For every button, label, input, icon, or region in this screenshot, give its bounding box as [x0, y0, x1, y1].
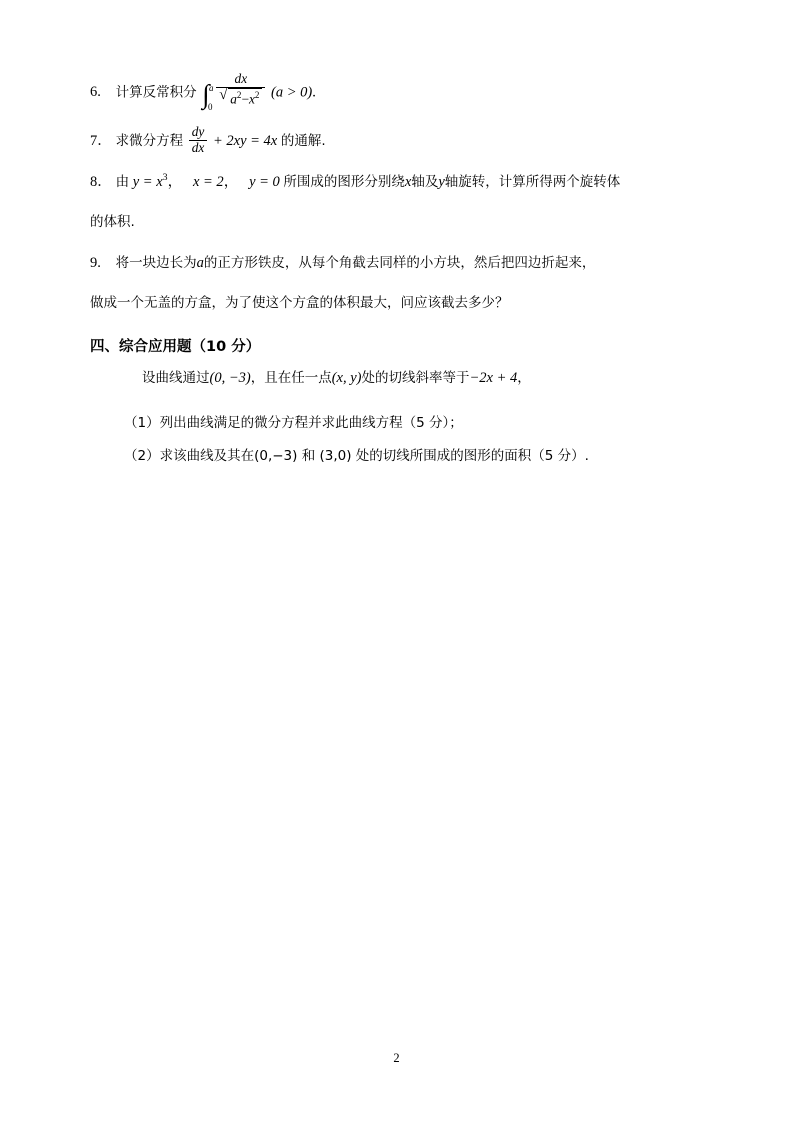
question-8-expr2: x = 2 [192, 174, 224, 191]
question-9-line1-a: 将一块边长为 [115, 254, 197, 271]
sqrt-x: x [248, 91, 255, 107]
question-7-number: 7． [90, 133, 112, 150]
question-8-expr1: y = x [132, 174, 163, 191]
integral-glyph: ∫ [202, 78, 210, 109]
question-6 [90, 72, 703, 113]
page-number: 2 [393, 1051, 400, 1065]
question-8-lead: 由 [115, 174, 130, 191]
sqrt-a: a [230, 91, 237, 107]
question-8-mid2: 轴及 [411, 174, 439, 191]
integrand-denominator [216, 88, 265, 107]
question-8: 8． 由 $y = x^3$， x = 2， y = 0 所围成的图形分别绕x轴及y轴旋转，计算所得两个旋转体 [90, 168, 703, 196]
section-item-1: （1）列出曲线满足的微分方程并求此曲线方程（5 分）； [124, 415, 463, 432]
section-intro-point: (0, −3) [209, 370, 251, 387]
question-9-line1-b: 的正方形铁皮，从每个角截去同样的小方块，然后把四边折起来， [203, 254, 596, 271]
question-6-number: 6. [90, 84, 101, 101]
question-6-lead: 计算反常积分 [115, 84, 197, 101]
question-7-tail: 的通解. [280, 133, 326, 150]
integrand-numerator: dx [216, 72, 265, 88]
question-8-tail2: 的体积. [90, 214, 135, 231]
question-8-axis1: x [404, 174, 412, 191]
section-heading: 四、综合应用题（10 分） [90, 339, 261, 356]
question-9-continued [90, 289, 703, 317]
question-9 [90, 249, 703, 277]
section-intro-xy: (x, y) [331, 370, 362, 387]
section-intro-d: ， [517, 370, 531, 387]
section-intro-b: ，且在任一点 [250, 370, 332, 387]
question-7-equation-rest: + 2xy = 4x [212, 133, 278, 150]
question-9-number: 9. [90, 254, 101, 271]
section-intro-c: 处的切线斜率等于 [361, 370, 470, 387]
integral-symbol [202, 78, 214, 113]
question-8-mid: 所围成的图形分别绕 [283, 174, 405, 191]
question-9-variable: a [196, 254, 204, 271]
sqrt-group: √ $a^2-x^2$ [228, 88, 262, 107]
integral-lower-limit: 0 [207, 101, 213, 112]
question-7 [90, 125, 703, 156]
derivative-fraction [189, 125, 208, 156]
question-6-condition: (a > 0) [271, 84, 313, 101]
section-intro-a: 设曲线通过 [142, 370, 210, 387]
question-8-axis2: y [438, 174, 445, 191]
section-intro-slope: −2x + 4 [469, 370, 518, 387]
question-8-tail: 轴旋转，计算所得两个旋转体 [444, 174, 621, 191]
question-6-tail: . [312, 84, 316, 101]
integral-upper-limit: a [209, 82, 214, 93]
question-8-continued [90, 208, 703, 236]
question-8-number: 8． [90, 174, 112, 191]
question-8-expr3: y = 0 [249, 174, 280, 191]
section-item-2: （2）求该曲线及其在(0,−3) 和 (3,0) 处的切线所围成的图形的面积（5 分）. [124, 447, 589, 464]
question-8-expr1-exponent: 3 [162, 172, 168, 184]
question-9-line2: 做成一个无盖的方盒，为了使这个方盒的体积最大，问应该截去多少？ [90, 294, 509, 311]
integrand-fraction [216, 72, 265, 107]
derivative-denominator: dx [191, 140, 205, 156]
derivative-numerator: dy [189, 125, 208, 141]
section-intro [90, 364, 703, 392]
question-7-lead: 求微分方程 [115, 133, 184, 150]
